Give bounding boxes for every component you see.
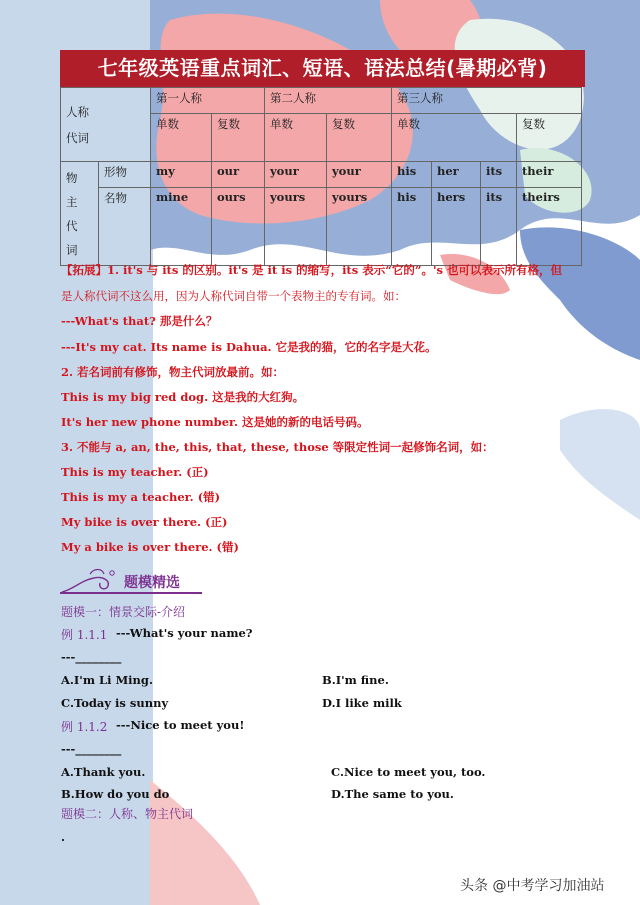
question-label: 例 1.1.1 [61, 628, 108, 642]
table-cell: my [151, 162, 212, 188]
table-cell: their [517, 162, 582, 188]
table-cell: hers [432, 188, 481, 266]
example-sentence: My bike is over there. (正) [61, 515, 228, 529]
table-cell: its [481, 162, 517, 188]
module-1-title: 题模一：情景交际-介绍 [61, 605, 186, 619]
plural-header: 复数 [517, 114, 582, 162]
option-d: D.I like milk [322, 696, 402, 710]
table-cell: your [327, 162, 392, 188]
possessive-char: 词 [66, 243, 78, 257]
table-cell: his [392, 162, 432, 188]
expand-line-1: 【拓展】1. it's 与 its 的区别。it's 是 it is 的缩写，its 表示“它的”。's 也可以表示所有格，但 [61, 263, 562, 277]
table-cell: its [481, 188, 517, 266]
pronoun-table [60, 87, 582, 266]
trailing-dot: . [61, 830, 66, 844]
example-sentence: My a bike is over there. (错) [61, 540, 239, 554]
module-2-title: 题模二：人称、物主代词 [61, 807, 194, 821]
table-cell: your [265, 162, 327, 188]
possessive-char: 主 [66, 195, 78, 209]
watermark: 头条 @中考学习加油站 [460, 878, 605, 894]
option-c: C.Today is sunny [61, 696, 169, 710]
singular-header: 单数 [151, 114, 212, 162]
answer-blank: ---________ [61, 650, 122, 664]
table-cell: his [392, 188, 432, 266]
table-header-cell [61, 88, 151, 162]
example-sentence: It's her new phone number. 这是她的新的电话号码。 [61, 415, 369, 429]
pronoun-label: 代词 [66, 130, 89, 145]
table-cell: mine [151, 188, 212, 266]
table-cell: her [432, 162, 481, 188]
possessive-label-cell [61, 162, 99, 266]
question-text: ---What's your name? [116, 626, 253, 640]
option-a: A.I'm Li Ming. [61, 673, 153, 687]
possessive-char: 物 [66, 171, 78, 185]
plural-header: 复数 [212, 114, 265, 162]
option-d: D.The same to you. [331, 787, 454, 801]
singular-header: 单数 [392, 114, 517, 162]
singular-header: 单数 [265, 114, 327, 162]
page-title: 七年级英语重点词汇、短语、语法总结(暑期必背) [60, 50, 585, 87]
table-cell: yours [327, 188, 392, 266]
example-sentence: This is my a teacher. (错) [61, 490, 221, 504]
question-label: 例 1.1.2 [61, 720, 108, 734]
noun-possessive-label: 名物 [99, 188, 151, 266]
option-b: B.How do you do [61, 787, 170, 801]
example-sentence: ---It's my cat. Its name is Dahua. 它是我的猫，它的名字是大花。 [61, 340, 437, 354]
adjective-possessive-label: 形物 [99, 162, 151, 188]
example-sentence: This is my teacher. (正) [61, 465, 209, 479]
section-heading: 题模精选 [124, 575, 180, 591]
answer-blank: ---________ [61, 742, 122, 756]
person-label: 人称 [66, 104, 89, 119]
rule-2: 2. 若名词前有修饰，物主代词放最前。如： [61, 365, 285, 379]
possessive-char: 代 [66, 219, 78, 233]
expand-line-2: 是人称代词不这么用，因为人称代词自带一个表物主的专有词。如： [61, 289, 406, 303]
table-cell: yours [265, 188, 327, 266]
third-person-header: 第三人称 [392, 88, 582, 114]
option-b: B.I'm fine. [322, 673, 389, 687]
plural-header: 复数 [327, 114, 392, 162]
section-underline [60, 592, 202, 594]
option-a: A.Thank you. [61, 765, 146, 779]
example-sentence: This is my big red dog. 这是我的大红狗。 [61, 390, 305, 404]
first-person-header: 第一人称 [151, 88, 265, 114]
table-cell: our [212, 162, 265, 188]
example-sentence: ---What's that? 那是什么？ [61, 314, 218, 328]
option-c: C.Nice to meet you, too. [331, 765, 486, 779]
rule-3: 3. 不能与 a, an, the, this, that, these, those 等限定性词一起修饰名词，如： [61, 440, 494, 454]
second-person-header: 第二人称 [265, 88, 392, 114]
table-cell: theirs [517, 188, 582, 266]
table-cell: ours [212, 188, 265, 266]
question-text: ---Nice to meet you! [116, 718, 245, 732]
